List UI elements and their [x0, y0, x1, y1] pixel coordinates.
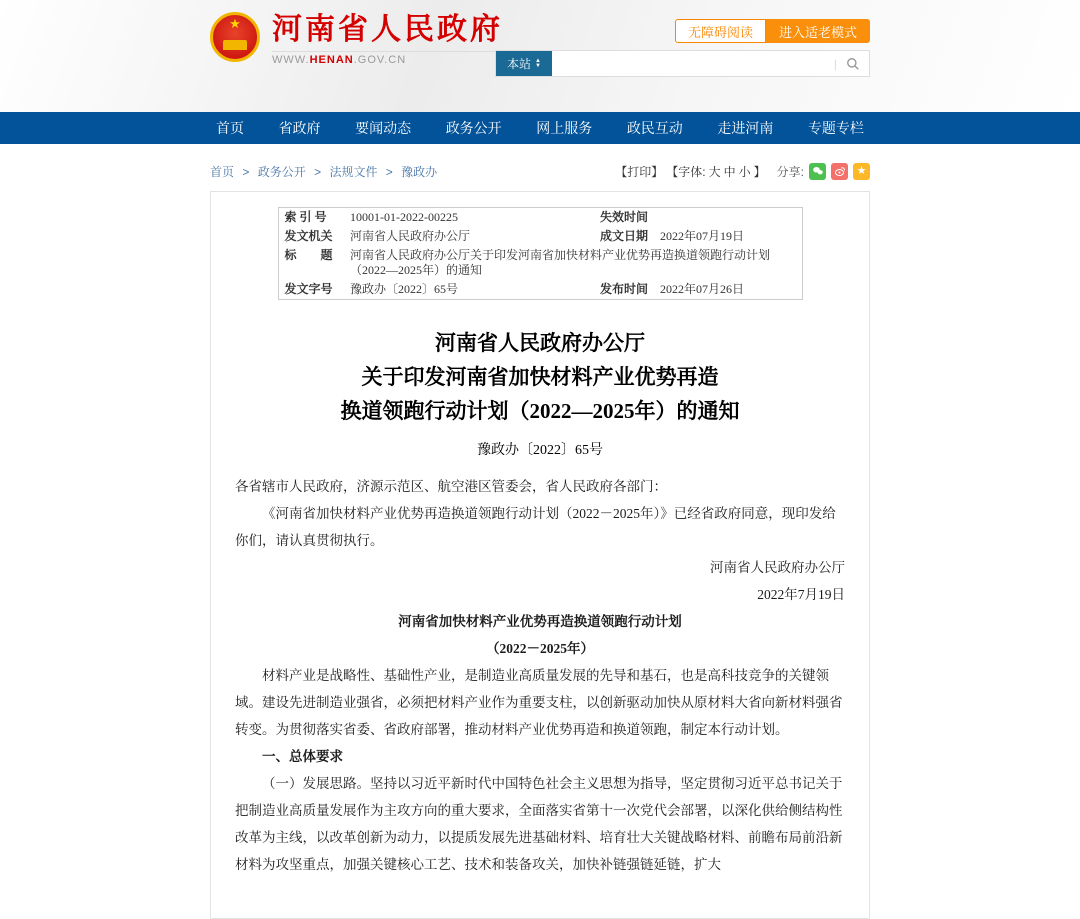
site-url-www: WWW. [272, 54, 310, 66]
salutation-paragraph: 各省辖市人民政府，济源示范区、航空港区管委会，省人民政府各部门： [235, 479, 667, 494]
nav-item-online-services[interactable]: 网上服务 [536, 120, 593, 136]
nav-item-news[interactable]: 要闻动态 [355, 120, 412, 136]
search-scope-dropdown[interactable] [496, 51, 552, 76]
breadcrumb-yuzhengban[interactable]: 豫政办 [401, 164, 438, 179]
meta-value-document-number: 豫政办〔2022〕65号 [350, 282, 459, 296]
nav-item-public-interaction[interactable]: 政民互动 [626, 120, 683, 136]
star-icon: ★ [229, 16, 241, 31]
print-button[interactable]: 【打印】 [615, 164, 664, 179]
share-label: 分享: [776, 164, 804, 179]
breadcrumb [210, 163, 437, 180]
national-emblem-logo [210, 12, 260, 62]
sign-date-line: 2022年7月19日 [757, 587, 845, 602]
meta-label-index-number: 索 引 号 [284, 210, 327, 224]
plan-subtitle: （2022－2025年） [486, 641, 594, 656]
header-mode-buttons [675, 19, 870, 43]
meta-row-issuing-agency [278, 227, 802, 246]
font-size-large-button[interactable]: 大 [708, 164, 721, 179]
meta-label-document-number: 发文字号 [284, 282, 333, 296]
document-title [211, 326, 869, 428]
plan-intro-paragraph: 材料产业是战略性、基础性产业，是制造业高质量发展的先导和基石，也是高科技竞争的关键领域。建设先进制造业强省，必须把材料产业作为重要支柱，以创新驱动加快从原材料大省向新材料强省转变。为贯彻落实省委、省政府部署，推动材料产业优势再造和换道领跑，制定本行动计划。 [235, 668, 843, 737]
font-size-label: 【字体: [666, 164, 706, 179]
site-brand[interactable] [210, 12, 503, 66]
accessibility-reading-button[interactable]: 无障碍阅读 [675, 19, 766, 43]
weibo-share-icon[interactable] [831, 163, 848, 180]
breadcrumb-toolbar-row [0, 157, 1080, 185]
site-header [0, 0, 1080, 112]
search-icon[interactable] [837, 51, 869, 76]
meta-label-issuing-agency: 发文机关 [284, 229, 333, 243]
breadcrumb-government-affairs[interactable]: 政务公开 [257, 164, 306, 179]
plan-title: 河南省加快材料产业优势再造换道领跑行动计划 [398, 614, 682, 629]
search-scope-label: 本站 [507, 57, 532, 71]
document-title-line-2: 关于印发河南省加快材料产业优势再造 [361, 365, 719, 389]
meta-value-expiry-time [654, 208, 802, 228]
intro-paragraph: 《河南省加快材料产业优势再造换道领跑行动计划（2022－2025年）》已经省政府同意，现印发给你们，请认真贯彻执行。 [235, 506, 836, 548]
elderly-mode-button[interactable]: 进入适老模式 [766, 19, 870, 43]
breadcrumb-separator: > [385, 164, 393, 179]
search-input[interactable] [552, 51, 834, 76]
document-title-line-3: 换道领跑行动计划（2022—2025年）的通知 [340, 399, 740, 423]
meta-value-index-number: 10001-01-2022-00225 [350, 210, 458, 224]
nav-item-government-affairs[interactable]: 政务公开 [445, 120, 502, 136]
document-meta-table [278, 207, 803, 300]
document-container [210, 191, 870, 919]
main-nav [0, 112, 1080, 144]
page-tools [615, 163, 870, 180]
site-url-henan: HENAN [309, 54, 354, 66]
meta-value-written-date: 2022年07月19日 [660, 229, 745, 243]
font-size-small-button[interactable]: 小 [738, 164, 751, 179]
breadcrumb-separator: > [242, 164, 250, 179]
meta-row-title [278, 246, 802, 280]
nav-item-provincial-government[interactable]: 省政府 [278, 120, 321, 136]
wechat-share-icon[interactable] [809, 163, 826, 180]
nav-item-special-topics[interactable]: 专题专栏 [807, 120, 864, 136]
site-title: 河南省人民政府 [272, 13, 503, 46]
meta-value-publish-time: 2022年07月26日 [660, 282, 745, 296]
meta-row-document-number [278, 280, 802, 300]
meta-value-title: 河南省人民政府办公厅关于印发河南省加快材料产业优势再造换道领跑行动计划（2022—2025年）的通知 [350, 248, 771, 277]
meta-label-title: 标 题 [284, 248, 333, 262]
tiananmen-gate-icon [223, 40, 247, 50]
meta-label-publish-time: 发布时间 [600, 282, 649, 296]
nav-item-home[interactable]: 首页 [216, 120, 244, 136]
document-body [211, 459, 869, 878]
site-url-suffix: .GOV.CN [353, 54, 407, 66]
meta-label-written-date: 成文日期 [600, 229, 649, 243]
chevron-updown-icon: ▲ ▼ [535, 57, 541, 69]
qzone-share-icon[interactable]: ★ [853, 163, 870, 180]
signer-line: 河南省人民政府办公厅 [710, 560, 845, 575]
nav-item-discover-henan[interactable]: 走进河南 [717, 120, 774, 136]
site-url [272, 51, 503, 66]
breadcrumb-home[interactable]: 首页 [210, 164, 235, 179]
meta-label-expiry-time: 失效时间 [600, 210, 649, 224]
breadcrumb-separator: > [314, 164, 322, 179]
document-title-line-1: 河南省人民政府办公厅 [435, 331, 645, 355]
breadcrumb-regulatory-documents[interactable]: 法规文件 [329, 164, 378, 179]
meta-value-issuing-agency: 河南省人民政府办公厅 [350, 229, 471, 243]
search-divider: | [833, 56, 837, 71]
search-bar [495, 50, 870, 77]
document-number: 豫政办〔2022〕65号 [477, 443, 603, 458]
font-size-label-close: 】 [753, 164, 766, 179]
development-ideas-paragraph: （一）发展思路。坚持以习近平新时代中国特色社会主义思想为指导，坚定贯彻习近平总书记关于把制造业高质量发展作为主攻方向的重大要求，全面落实省第十一次党代会部署，以深化供给侧结构性改革为主线，以改革创新为动力，以提质发展先进基础材料、培育壮大关键战略材料、前瞻布局前沿新材料为攻坚重点，加强关键核心工艺、技术和装备攻关，加快补链强链延链，扩大 [235, 776, 843, 872]
section-1-heading: 一、总体要求 [262, 749, 343, 764]
meta-row-index-number [278, 208, 802, 228]
font-size-medium-button[interactable]: 中 [723, 164, 736, 179]
